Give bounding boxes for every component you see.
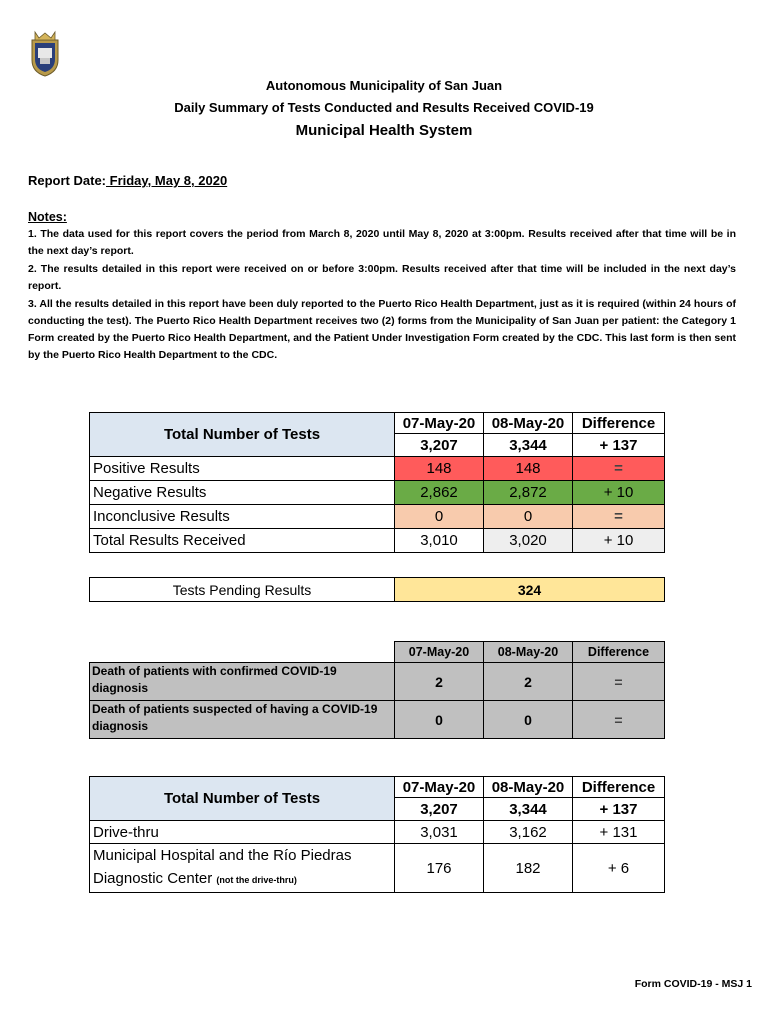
date-col-2: 08-May-20 [484, 413, 573, 434]
table-row [90, 844, 665, 893]
negative-d2: 2,872 [484, 481, 573, 505]
drive-thru-label: Drive-thru [90, 821, 395, 844]
municipal-crest-logo [26, 28, 64, 78]
death-confirmed-label: Death of patients with confirmed COVID-19 diagnosis [90, 663, 395, 701]
date-col-2: 08-May-20 [484, 642, 573, 663]
negative-diff: + 10 [573, 481, 665, 505]
report-title: Daily Summary of Tests Conducted and Results Received COVID-19 [174, 100, 594, 115]
hospital-diff: + 6 [573, 844, 665, 893]
municipality-title: Autonomous Municipality of San Juan [265, 78, 503, 93]
positive-d2: 148 [484, 457, 573, 481]
hospital-d1: 176 [395, 844, 484, 893]
hospital-label-cell [90, 844, 395, 893]
note-3: 3. All the results detailed in this report have been duly reported to the Puerto Rico Health Department, just as it is required (within 24 hours of conducting the test). The Puerto Rico Health Department receives two (2) forms from the Municipality of San Juan per patient: the Category 1 Form created by the Puerto Rico Health Department, and the Patient Under Investigation Form created by the CDC. This last form is then sent by the Puerto Rico Health Department to the CDC. [28, 298, 736, 361]
difference-col: Difference [573, 642, 665, 663]
date-col-1: 07-May-20 [395, 777, 484, 798]
drive-thru-diff: + 131 [573, 821, 665, 844]
death-suspected-d2: 0 [484, 701, 573, 739]
table-row [90, 529, 665, 553]
date-col-2: 08-May-20 [484, 777, 573, 798]
total-received-d1: 3,010 [395, 529, 484, 553]
drive-thru-d1: 3,031 [395, 821, 484, 844]
inconclusive-d2: 0 [484, 505, 573, 529]
hospital-d2: 182 [484, 844, 573, 893]
table-row [90, 701, 665, 739]
death-confirmed-d1: 2 [395, 663, 484, 701]
system-title: Municipal Health System [295, 122, 473, 139]
total-tests-diff: + 137 [573, 434, 665, 457]
inconclusive-diff: = [573, 505, 665, 529]
table-row [90, 663, 665, 701]
table-row [90, 505, 665, 529]
report-date-value: Friday, May 8, 2020 [106, 173, 228, 188]
death-suspected-diff: = [573, 701, 665, 739]
negative-d1: 2,862 [395, 481, 484, 505]
drive-thru-d2: 3,162 [484, 821, 573, 844]
sites-total-d2: 3,344 [484, 798, 573, 821]
date-col-1: 07-May-20 [395, 642, 484, 663]
sites-total-diff: + 137 [573, 798, 665, 821]
table-row [90, 457, 665, 481]
positive-diff: = [573, 457, 665, 481]
row-label: Total Results Received [90, 529, 395, 553]
deaths-table [89, 641, 665, 739]
form-footer: Form COVID-19 - MSJ 1 [634, 978, 752, 990]
note-2: 2. The results detailed in this report were received on or before 3:00pm. Results received after that time will be included in the next day’s report. [28, 263, 736, 292]
pending-table [89, 577, 665, 602]
row-label: Positive Results [90, 457, 395, 481]
sites-table-title: Total Number of Tests [90, 777, 395, 821]
pending-value: 324 [395, 578, 665, 602]
notes-section [28, 209, 736, 365]
row-label: Negative Results [90, 481, 395, 505]
death-suspected-d1: 0 [395, 701, 484, 739]
report-date [28, 173, 227, 188]
positive-d1: 148 [395, 457, 484, 481]
table-row [90, 481, 665, 505]
difference-col: Difference [573, 777, 665, 798]
hospital-label-line1: Municipal Hospital and the Río Piedras [93, 847, 352, 864]
total-received-d2: 3,020 [484, 529, 573, 553]
hospital-label-note: (not the drive-thru) [216, 875, 297, 885]
notes-title: Notes: [28, 210, 67, 224]
date-col-1: 07-May-20 [395, 413, 484, 434]
death-confirmed-diff: = [573, 663, 665, 701]
pending-label: Tests Pending Results [90, 578, 395, 602]
difference-col: Difference [573, 413, 665, 434]
results-table [89, 412, 665, 553]
table-row [90, 821, 665, 844]
report-date-label: Report Date: [28, 173, 107, 188]
inconclusive-d1: 0 [395, 505, 484, 529]
note-1: 1. The data used for this report covers the period from March 8, 2020 until May 8, 2020 at 3:00pm. Results received after that time will be in the next day’s report. [28, 228, 736, 257]
hospital-label-line2: Diagnostic Center [93, 870, 213, 887]
sites-table [89, 776, 665, 893]
total-tests-d2: 3,344 [484, 434, 573, 457]
death-suspected-label: Death of patients suspected of having a COVID-19 diagnosis [90, 701, 395, 739]
results-table-title: Total Number of Tests [90, 413, 395, 457]
row-label: Inconclusive Results [90, 505, 395, 529]
total-received-diff: + 10 [573, 529, 665, 553]
total-tests-d1: 3,207 [395, 434, 484, 457]
sites-total-d1: 3,207 [395, 798, 484, 821]
death-confirmed-d2: 2 [484, 663, 573, 701]
